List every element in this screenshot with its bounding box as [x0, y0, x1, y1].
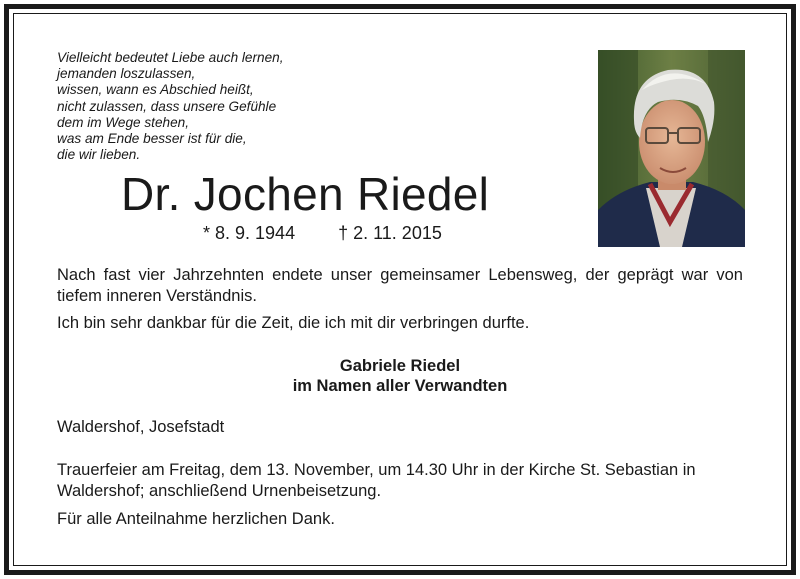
- message-paragraph: Nach fast vier Jahrzehnten endete unser gemeinsamer Lebensweg, der geprägt war von tiefem inneren Verständnis.: [57, 266, 743, 305]
- signature-block: [57, 356, 743, 396]
- birth-date: * 8. 9. 1944: [203, 223, 296, 243]
- life-dates: [203, 222, 442, 244]
- portrait-image: [598, 50, 745, 247]
- message-paragraph: Ich bin sehr dankbar für die Zeit, die ich mit dir verbringen durfte.: [57, 314, 530, 332]
- poem-line: dem im Wege stehen,: [57, 114, 189, 130]
- poem-line: jemanden loszulassen,: [57, 66, 196, 82]
- portrait-photo: [598, 50, 745, 247]
- poem-line: Vielleicht bedeutet Liebe auch lernen,: [57, 50, 284, 65]
- poem-line: wissen, wann es Abschied heißt,: [57, 82, 254, 98]
- death-date: † 2. 11. 2015: [338, 223, 442, 243]
- poem-line: was am Ende besser ist für die,: [57, 131, 247, 147]
- poem-line: die wir lieben.: [57, 147, 141, 163]
- memorial-poem: [57, 50, 357, 163]
- funeral-notice: Trauerfeier am Freitag, dem 13. November, um 14.30 Uhr in der Kirche St. Sebastian in Waldershof; anschließend Urnenbeisetzung.: [57, 461, 696, 500]
- poem-line: nicht zulassen, dass unsere Gefühle: [57, 98, 277, 114]
- signer-relation: im Namen aller Verwandten: [292, 377, 508, 395]
- thanks-line: Für alle Anteilnahme herzlichen Dank.: [57, 510, 335, 528]
- deceased-name: Dr. Jochen Riedel: [121, 168, 490, 220]
- signer-name: Gabriele Riedel: [339, 357, 461, 375]
- location: Waldershof, Josefstadt: [57, 418, 225, 436]
